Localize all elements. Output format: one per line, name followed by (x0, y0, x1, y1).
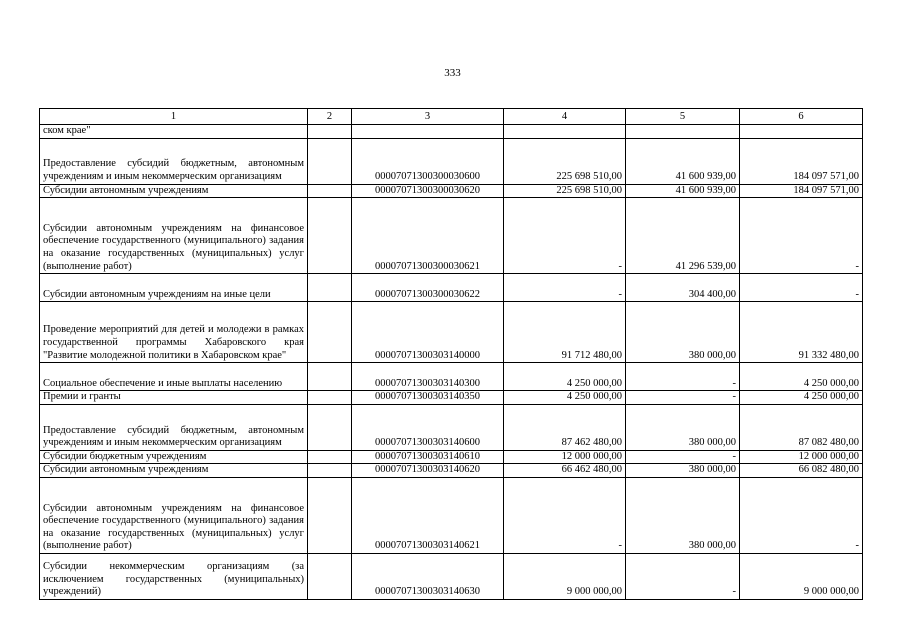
row-code (352, 125, 504, 139)
row-name: Субсидии автономным учреждениям (40, 184, 308, 198)
row-col2 (308, 464, 352, 478)
table-row (40, 302, 863, 363)
row-code: 00007071300303140610 (352, 450, 504, 464)
row-value-6: 91 332 480,00 (740, 302, 863, 363)
row-value-6: 9 000 000,00 (740, 553, 863, 599)
row-value-6: - (740, 198, 863, 274)
row-code: 00007071300303140600 (352, 404, 504, 450)
row-code: 00007071300300030600 (352, 138, 504, 184)
row-col2 (308, 138, 352, 184)
row-value-5: 380 000,00 (626, 477, 740, 553)
row-value-4: 4 250 000,00 (504, 363, 626, 391)
row-value-4: 225 698 510,00 (504, 138, 626, 184)
row-value-4: - (504, 198, 626, 274)
row-name: Премии и гранты (40, 391, 308, 405)
row-code: 00007071300303140000 (352, 302, 504, 363)
row-value-6: - (740, 477, 863, 553)
column-header-4: 4 (504, 109, 626, 125)
table-row (40, 477, 863, 553)
table-row (40, 464, 863, 478)
column-header-6: 6 (740, 109, 863, 125)
table-row (40, 391, 863, 405)
row-value-5: - (626, 553, 740, 599)
row-value-4: 12 000 000,00 (504, 450, 626, 464)
row-col2 (308, 198, 352, 274)
row-value-5: - (626, 450, 740, 464)
table-row (40, 138, 863, 184)
row-name: ском крае" (40, 125, 308, 139)
row-name: Субсидии бюджетным учреждениям (40, 450, 308, 464)
page-number: 333 (444, 67, 461, 79)
row-col2 (308, 477, 352, 553)
row-value-4 (504, 125, 626, 139)
row-value-5: 41 296 539,00 (626, 198, 740, 274)
column-header-5: 5 (626, 109, 740, 125)
row-value-6: 184 097 571,00 (740, 184, 863, 198)
row-value-4: 9 000 000,00 (504, 553, 626, 599)
row-value-4: 225 698 510,00 (504, 184, 626, 198)
row-value-5: - (626, 391, 740, 405)
table-row (40, 450, 863, 464)
row-col2 (308, 391, 352, 405)
row-value-6: - (740, 274, 863, 302)
table-row (40, 404, 863, 450)
row-value-4: 66 462 480,00 (504, 464, 626, 478)
table-row (40, 553, 863, 599)
row-code: 00007071300303140630 (352, 553, 504, 599)
row-col2 (308, 450, 352, 464)
table-row (40, 363, 863, 391)
row-value-4: 91 712 480,00 (504, 302, 626, 363)
table-row (40, 198, 863, 274)
column-header-2: 2 (308, 109, 352, 125)
row-col2 (308, 274, 352, 302)
row-value-6: 12 000 000,00 (740, 450, 863, 464)
row-col2 (308, 125, 352, 139)
column-header-1: 1 (40, 109, 308, 125)
column-header-3: 3 (352, 109, 504, 125)
row-value-6: 66 082 480,00 (740, 464, 863, 478)
budget-table (39, 108, 863, 600)
table-row (40, 274, 863, 302)
row-value-6: 87 082 480,00 (740, 404, 863, 450)
row-name: Социальное обеспечение и иные выплаты населению (40, 363, 308, 391)
row-value-5: 41 600 939,00 (626, 138, 740, 184)
row-value-6: 184 097 571,00 (740, 138, 863, 184)
row-value-5: - (626, 363, 740, 391)
row-value-4: - (504, 274, 626, 302)
row-value-6 (740, 125, 863, 139)
row-value-5: 380 000,00 (626, 302, 740, 363)
row-name: Субсидии автономным учреждениям на иные цели (40, 274, 308, 302)
row-code: 00007071300303140300 (352, 363, 504, 391)
row-name: Предоставление субсидий бюджетным, автономным учреждениям и иным некоммерческим организациям (40, 404, 308, 450)
row-name: Проведение мероприятий для детей и молодежи в рамках государственной программы Хабаровского края "Развитие молодежной политики в Хабаровском крае" (40, 302, 308, 363)
row-col2 (308, 363, 352, 391)
row-code: 00007071300303140350 (352, 391, 504, 405)
row-value-6: 4 250 000,00 (740, 391, 863, 405)
row-value-5: 41 600 939,00 (626, 184, 740, 198)
row-name: Субсидии автономным учреждениям на финансовое обеспечение государственного (муниципального) задания на оказание государственных (муниципальных) услуг (выполнение работ) (40, 477, 308, 553)
row-value-5 (626, 125, 740, 139)
row-code: 00007071300303140621 (352, 477, 504, 553)
row-value-5: 304 400,00 (626, 274, 740, 302)
row-col2 (308, 404, 352, 450)
row-col2 (308, 553, 352, 599)
row-code: 00007071300300030622 (352, 274, 504, 302)
row-col2 (308, 184, 352, 198)
row-value-4: 87 462 480,00 (504, 404, 626, 450)
row-value-6: 4 250 000,00 (740, 363, 863, 391)
row-name: Предоставление субсидий бюджетным, автономным учреждениям и иным некоммерческим организациям (40, 138, 308, 184)
row-name: Субсидии некоммерческим организациям (за исключением государственных (муниципальных) учреждений) (40, 553, 308, 599)
row-name: Субсидии автономным учреждениям (40, 464, 308, 478)
row-code: 00007071300300030620 (352, 184, 504, 198)
row-col2 (308, 302, 352, 363)
row-value-5: 380 000,00 (626, 464, 740, 478)
row-value-4: 4 250 000,00 (504, 391, 626, 405)
table-row (40, 184, 863, 198)
row-value-5: 380 000,00 (626, 404, 740, 450)
row-name: Субсидии автономным учреждениям на финансовое обеспечение государственного (муниципального) задания на оказание государственных (муниципальных) услуг (выполнение работ) (40, 198, 308, 274)
table-row (40, 125, 863, 139)
row-value-4: - (504, 477, 626, 553)
row-code: 00007071300300030621 (352, 198, 504, 274)
header-row (40, 109, 863, 125)
row-code: 00007071300303140620 (352, 464, 504, 478)
